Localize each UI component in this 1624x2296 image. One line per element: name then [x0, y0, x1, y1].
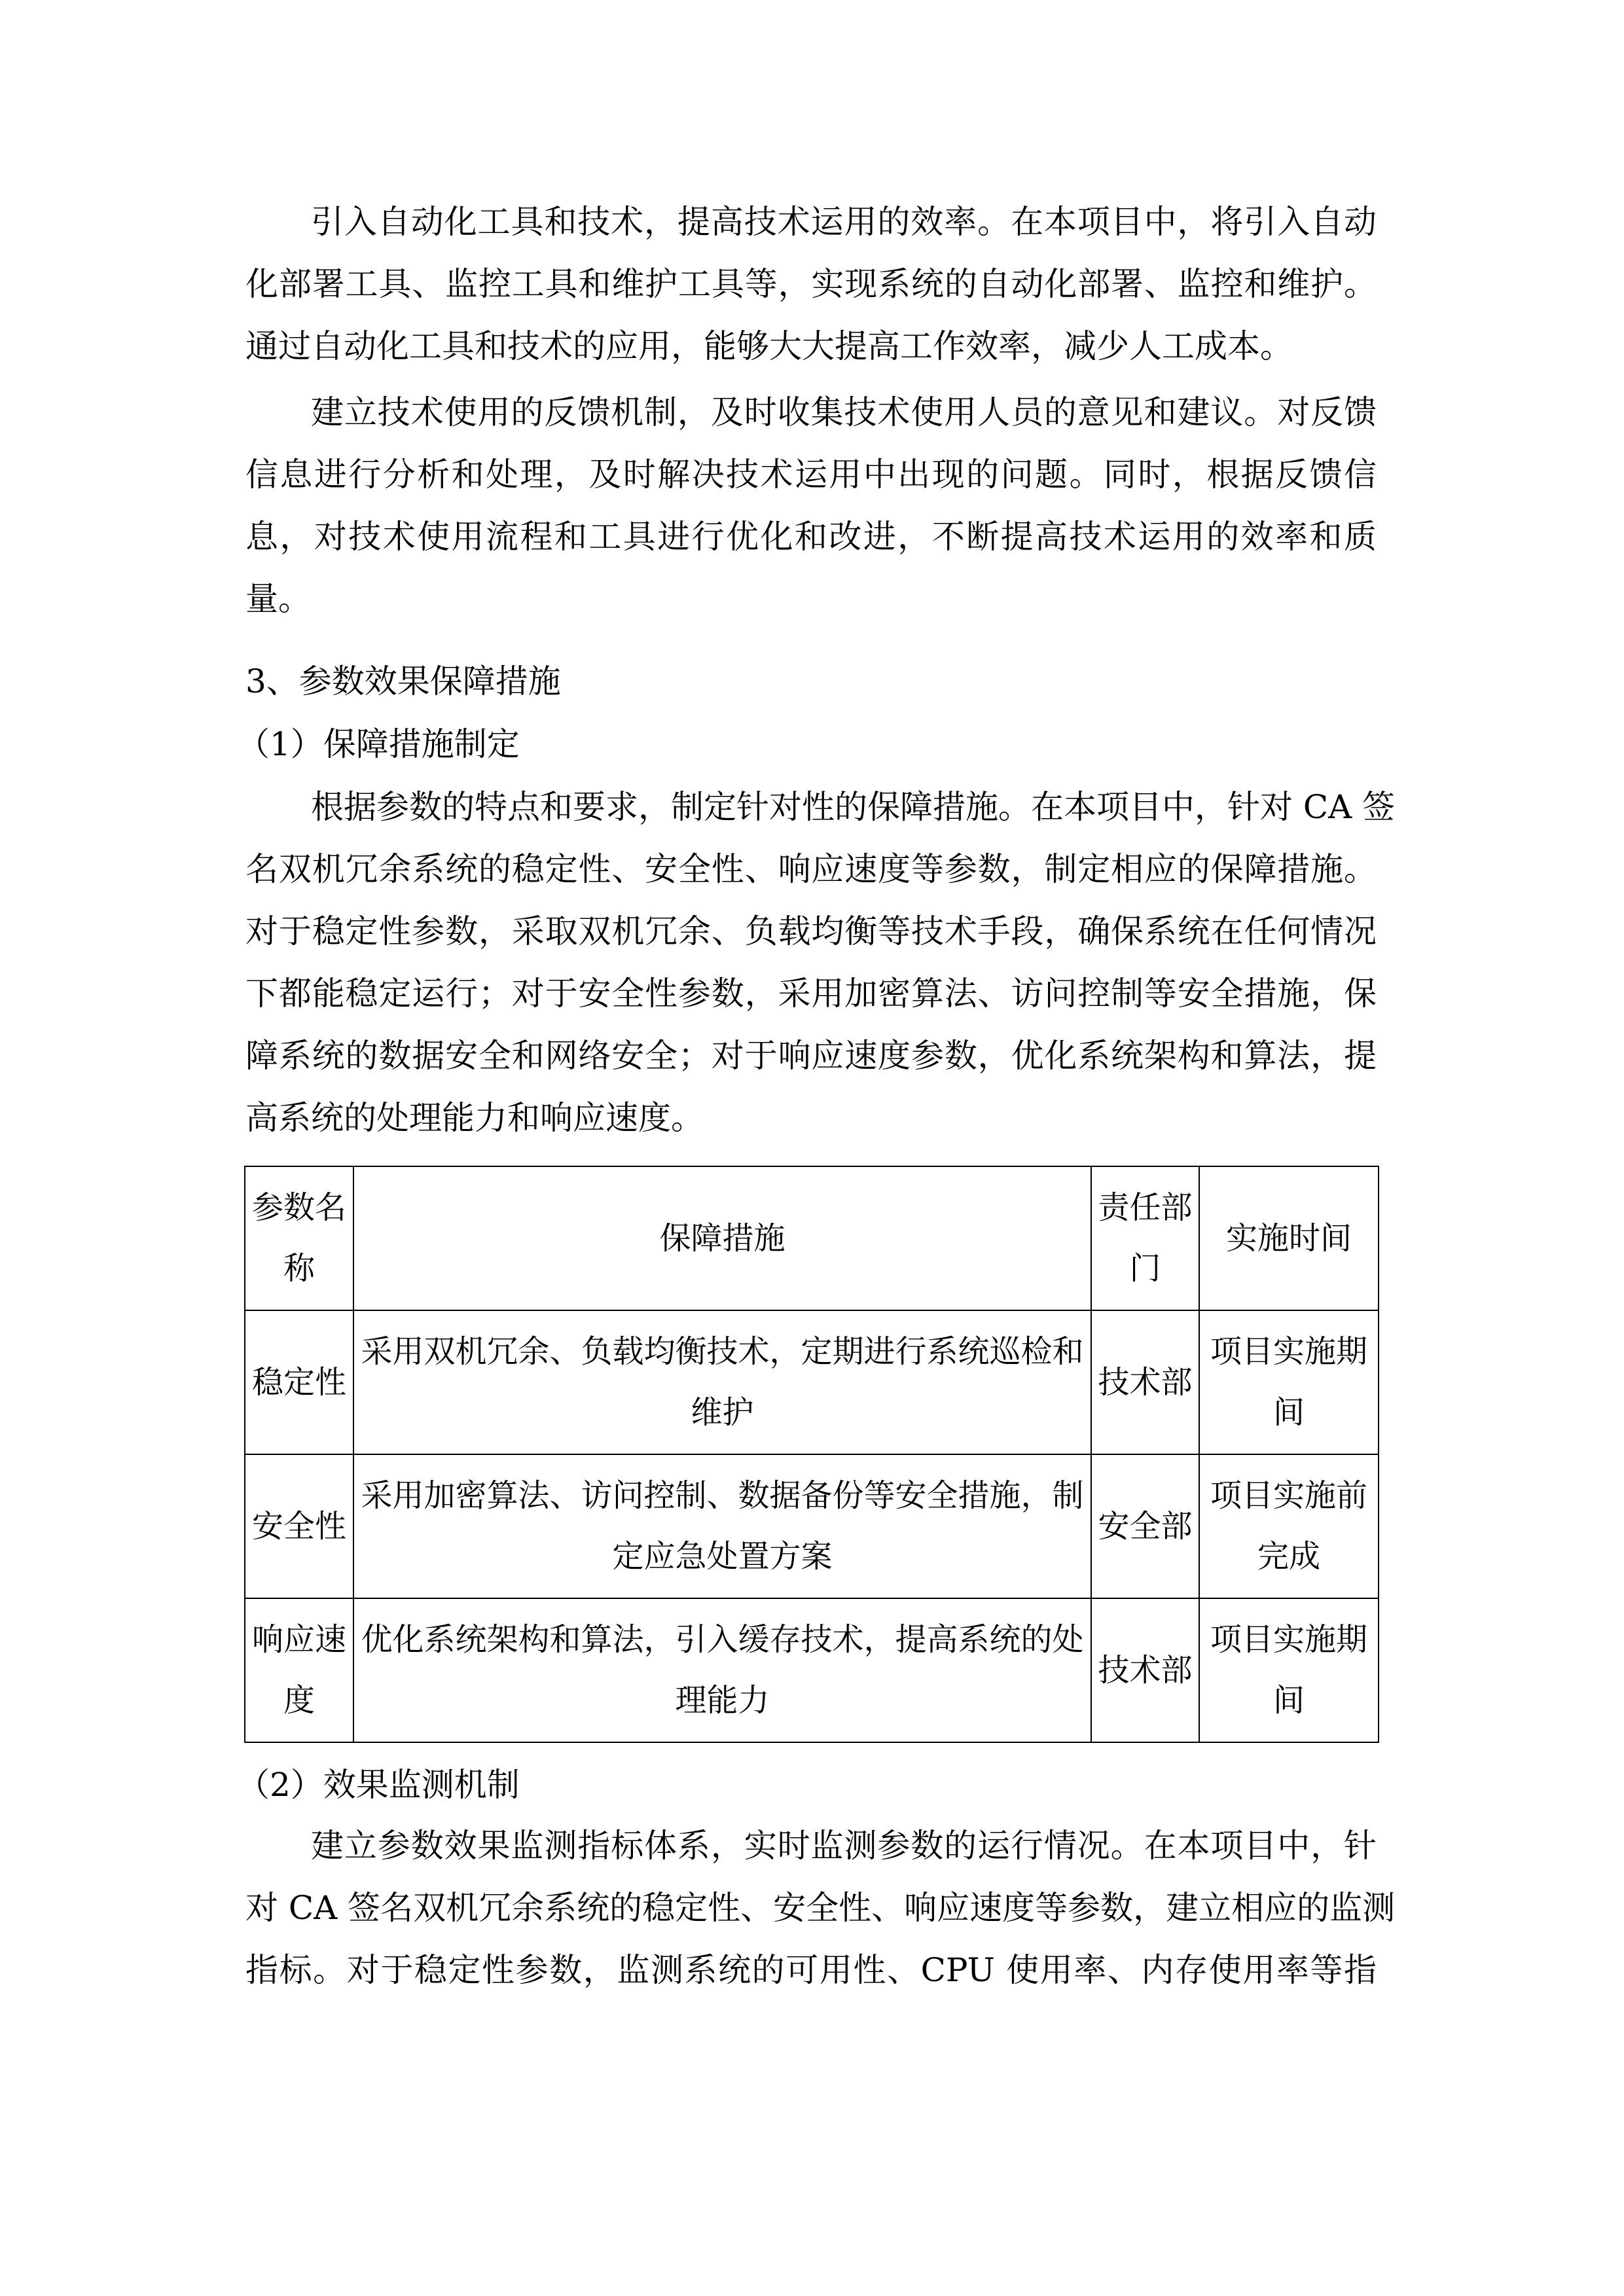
- table-cell: 安全性: [245, 1454, 353, 1598]
- paragraph-automation: [245, 191, 1377, 378]
- header-cell: 参数名称: [245, 1166, 353, 1310]
- text-line: 建立技术使用的反馈机制，及时收集技术使用人员的意见和建议。对反馈: [311, 393, 1377, 431]
- text-line: 引入自动化工具和技术，提高技术运用的效率。在本项目中，将引入自动: [311, 203, 1377, 241]
- text-line: 高系统的处理能力和响应速度。: [245, 1099, 704, 1137]
- paragraph-monitoring: [245, 1815, 1396, 2001]
- subsection-heading: （1）保障措施制定: [237, 725, 520, 763]
- text-line: 名双机冗余系统的稳定性、安全性、响应速度等参数，制定相应的保障措施。: [245, 850, 1377, 888]
- text-line: 化部署工具、监控工具和维护工具等，实现系统的自动化部署、监控和维护。: [245, 265, 1377, 303]
- table-cell: 采用加密算法、访问控制、数据备份等安全措施，制定应急处置方案: [353, 1454, 1091, 1598]
- subsection-heading: （2）效果监测机制: [237, 1766, 520, 1804]
- header-cell: 实施时间: [1199, 1166, 1379, 1310]
- text-line: 对于稳定性参数，采取双机冗余、负载均衡等技术手段，确保系统在任何情况: [245, 912, 1377, 950]
- table-row: [245, 1454, 1379, 1598]
- table-cell: 安全部: [1091, 1454, 1199, 1598]
- table-header-row: [245, 1166, 1379, 1310]
- table-cell: 响应速度: [245, 1598, 353, 1742]
- text-line: 下都能稳定运行；对于安全性参数，采用加密算法、访问控制等安全措施，保: [245, 975, 1377, 1013]
- measures-table: [244, 1166, 1379, 1743]
- text-line: 信息进行分析和处理，及时解决技术运用中出现的问题。同时，根据反馈信: [245, 456, 1377, 493]
- paragraph-measures: [245, 776, 1396, 1149]
- text-line: 通过自动化工具和技术的应用，能够大大提高工作效率，减少人工成本。: [245, 327, 1293, 365]
- text-line: 量。: [245, 580, 311, 618]
- table-row: [245, 1598, 1379, 1742]
- text-line: 指标。对于稳定性参数，监测系统的可用性、CPU 使用率、内存使用率等指: [245, 1951, 1377, 1989]
- table-cell: 项目实施期间: [1199, 1310, 1379, 1454]
- text-line: 对 CA 签名双机冗余系统的稳定性、安全性、响应速度等参数，建立相应的监测: [245, 1889, 1396, 1927]
- text-line: 障系统的数据安全和网络安全；对于响应速度参数，优化系统架构和算法，提: [245, 1037, 1377, 1075]
- table-cell: 技术部: [1091, 1310, 1199, 1454]
- header-cell: 责任部门: [1091, 1166, 1199, 1310]
- table-cell: 稳定性: [245, 1310, 353, 1454]
- paragraph-feedback: [245, 382, 1377, 630]
- text-line: 建立参数效果监测指标体系，实时监测参数的运行情况。在本项目中，针: [311, 1827, 1377, 1865]
- text-line: 根据参数的特点和要求，制定针对性的保障措施。在本项目中，针对 CA 签: [311, 788, 1396, 826]
- table-row: [245, 1310, 1379, 1454]
- text-line: 息，对技术使用流程和工具进行优化和改进，不断提高技术运用的效率和质: [245, 518, 1377, 556]
- header-cell: 保障措施: [353, 1166, 1091, 1310]
- table-cell: 采用双机冗余、负载均衡技术，定期进行系统巡检和维护: [353, 1310, 1091, 1454]
- section-heading: 3、参数效果保障措施: [245, 662, 561, 700]
- table-cell: 项目实施期间: [1199, 1598, 1379, 1742]
- table-cell: 技术部: [1091, 1598, 1199, 1742]
- table-cell: 优化系统架构和算法，引入缓存技术，提高系统的处理能力: [353, 1598, 1091, 1742]
- table-cell: 项目实施前完成: [1199, 1454, 1379, 1598]
